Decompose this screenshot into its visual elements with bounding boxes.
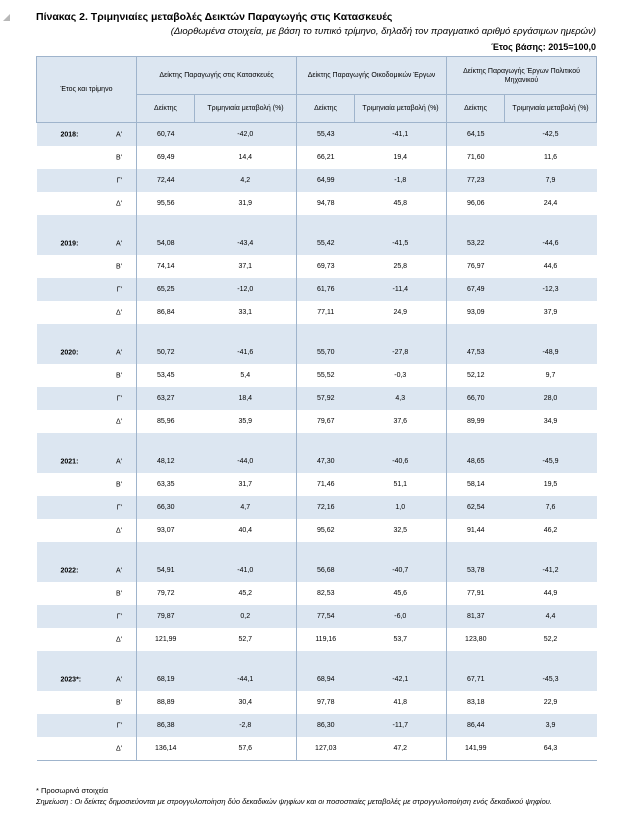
year-block [37, 559, 597, 668]
table-row [37, 341, 597, 364]
change-value: 22,9 [505, 691, 597, 714]
change-value: 9,7 [505, 364, 597, 387]
index-value: 66,70 [447, 387, 505, 410]
table-row [37, 278, 597, 301]
change-value: 37,1 [195, 255, 297, 278]
change-value: 3,9 [505, 714, 597, 737]
quarter-label: Γ' [116, 504, 122, 511]
index-header: Δείκτης [447, 95, 505, 123]
spacer-cell [195, 651, 297, 668]
change-value: 44,6 [505, 255, 597, 278]
index-value: 53,45 [137, 364, 195, 387]
spacer-cell [297, 324, 355, 341]
index-value: 54,08 [137, 232, 195, 255]
spacer-cell [37, 542, 137, 559]
table-row [37, 192, 597, 215]
index-value: 95,56 [137, 192, 195, 215]
spacer-cell [447, 433, 505, 450]
change-value: 7,6 [505, 496, 597, 519]
index-value: 93,09 [447, 301, 505, 324]
change-value: 0,2 [195, 605, 297, 628]
change-value: 33,1 [195, 301, 297, 324]
change-value: 51,1 [355, 473, 447, 496]
change-value: 34,9 [505, 410, 597, 433]
spacer-cell [505, 433, 597, 450]
year-label: 2022: [60, 567, 79, 574]
provisional-footnote: * Προσωρινά στοιχεία [36, 786, 109, 795]
change-value: 37,9 [505, 301, 597, 324]
index-value: 121,99 [137, 628, 195, 651]
period-cell [37, 737, 137, 761]
spacer-cell [137, 215, 195, 232]
change-value: -12,3 [505, 278, 597, 301]
index-value: 55,70 [297, 341, 355, 364]
spacer-cell [37, 433, 137, 450]
change-value: 37,6 [355, 410, 447, 433]
index-value: 63,35 [137, 473, 195, 496]
index-header: Δείκτης [297, 95, 355, 123]
index-value: 96,06 [447, 192, 505, 215]
table-row [37, 146, 597, 169]
index-value: 64,15 [447, 123, 505, 147]
change-value: 4,4 [505, 605, 597, 628]
change-value: -11,7 [355, 714, 447, 737]
change-value: 45,8 [355, 192, 447, 215]
period-cell [37, 714, 137, 737]
spacer-cell [355, 542, 447, 559]
change-value: -44,0 [195, 450, 297, 473]
index-value: 93,07 [137, 519, 195, 542]
change-value: -27,8 [355, 341, 447, 364]
index-value: 64,99 [297, 169, 355, 192]
change-value: -45,9 [505, 450, 597, 473]
change-value: -41,0 [195, 559, 297, 582]
year-label: 2020: [60, 349, 79, 356]
change-value: -41,5 [355, 232, 447, 255]
change-value: 53,7 [355, 628, 447, 651]
table-row [37, 691, 597, 714]
change-value: 31,9 [195, 192, 297, 215]
spacer-row [37, 215, 597, 232]
change-value: -44,6 [505, 232, 597, 255]
year-label: 2023*: [60, 676, 82, 683]
year-block [37, 232, 597, 341]
period-cell [37, 496, 137, 519]
period-cell [37, 387, 137, 410]
index-value: 89,99 [447, 410, 505, 433]
table-row [37, 123, 597, 147]
change-value: 64,3 [505, 737, 597, 761]
change-value: 18,4 [195, 387, 297, 410]
index-value: 77,23 [447, 169, 505, 192]
index-value: 94,78 [297, 192, 355, 215]
table-row [37, 232, 597, 255]
quarter-label: Β' [115, 590, 122, 597]
index-value: 55,43 [297, 123, 355, 147]
table-row [37, 628, 597, 651]
spacer-cell [505, 324, 597, 341]
change-value: 5,4 [195, 364, 297, 387]
spacer-cell [137, 651, 195, 668]
year-block [37, 668, 597, 761]
index-value: 67,49 [447, 278, 505, 301]
change-value: 28,0 [505, 387, 597, 410]
change-value: -40,7 [355, 559, 447, 582]
index-value: 86,44 [447, 714, 505, 737]
index-value: 54,91 [137, 559, 195, 582]
index-value: 77,91 [447, 582, 505, 605]
table-row [37, 582, 597, 605]
spacer-cell [355, 215, 447, 232]
change-value: 47,2 [355, 737, 447, 761]
change-value: 52,7 [195, 628, 297, 651]
change-value: 31,7 [195, 473, 297, 496]
period-cell [37, 450, 137, 473]
index-value: 72,44 [137, 169, 195, 192]
quarter-label: Α' [115, 567, 122, 574]
change-value: 57,6 [195, 737, 297, 761]
change-value: 24,9 [355, 301, 447, 324]
quarter-label: Δ' [115, 418, 122, 425]
change-value: -1,8 [355, 169, 447, 192]
index-value: 68,19 [137, 668, 195, 691]
change-value: -42,1 [355, 668, 447, 691]
index-value: 47,30 [297, 450, 355, 473]
index-value: 53,22 [447, 232, 505, 255]
index-value: 61,76 [297, 278, 355, 301]
spacer-cell [137, 324, 195, 341]
spacer-cell [447, 324, 505, 341]
index-value: 48,65 [447, 450, 505, 473]
spacer-cell [355, 433, 447, 450]
period-cell [37, 232, 137, 255]
period-cell [37, 341, 137, 364]
period-cell [37, 255, 137, 278]
change-value: 1,0 [355, 496, 447, 519]
base-year: Έτος βάσης: 2015=100,0 [491, 42, 596, 52]
index-value: 77,54 [297, 605, 355, 628]
index-value: 50,72 [137, 341, 195, 364]
change-value: 40,4 [195, 519, 297, 542]
quarter-label: Δ' [115, 309, 122, 316]
quarter-label: Α' [115, 349, 122, 356]
change-value: 44,9 [505, 582, 597, 605]
year-label: 2018: [60, 131, 79, 138]
index-value: 57,92 [297, 387, 355, 410]
quarter-label: Γ' [116, 395, 122, 402]
index-value: 72,16 [297, 496, 355, 519]
index-value: 66,30 [137, 496, 195, 519]
index-value: 65,25 [137, 278, 195, 301]
change-value: 25,8 [355, 255, 447, 278]
change-value: 52,2 [505, 628, 597, 651]
period-cell [37, 473, 137, 496]
change-value: -42,0 [195, 123, 297, 147]
quarter-label: Δ' [115, 527, 122, 534]
index-value: 71,46 [297, 473, 355, 496]
spacer-cell [355, 651, 447, 668]
index-value: 123,80 [447, 628, 505, 651]
index-value: 127,03 [297, 737, 355, 761]
period-cell [37, 169, 137, 192]
change-value: 24,4 [505, 192, 597, 215]
index-value: 79,72 [137, 582, 195, 605]
quarter-label: Α' [115, 131, 122, 138]
period-cell [37, 559, 137, 582]
period-cell [37, 301, 137, 324]
period-cell [37, 582, 137, 605]
table-row [37, 714, 597, 737]
index-value: 66,21 [297, 146, 355, 169]
change-value: 30,4 [195, 691, 297, 714]
index-value: 77,11 [297, 301, 355, 324]
change-value: 19,5 [505, 473, 597, 496]
period-header: Έτος και τρίμηνο [37, 57, 137, 123]
year-block [37, 450, 597, 559]
quarter-label: Δ' [115, 200, 122, 207]
spacer-cell [137, 542, 195, 559]
spacer-cell [447, 542, 505, 559]
change-value: 4,7 [195, 496, 297, 519]
quarter-label: Δ' [115, 745, 122, 752]
change-value: 35,9 [195, 410, 297, 433]
index-value: 71,60 [447, 146, 505, 169]
table-row [37, 559, 597, 582]
index-value: 141,99 [447, 737, 505, 761]
change-value: -43,4 [195, 232, 297, 255]
quarter-label: Γ' [116, 177, 122, 184]
index-value: 79,87 [137, 605, 195, 628]
quarter-label: Β' [115, 154, 122, 161]
index-value: 97,78 [297, 691, 355, 714]
change-value: -44,1 [195, 668, 297, 691]
spacer-cell [37, 215, 137, 232]
table-row [37, 410, 597, 433]
spacer-cell [505, 651, 597, 668]
change-value: -40,6 [355, 450, 447, 473]
index-value: 136,14 [137, 737, 195, 761]
rounding-note: Σημείωση : Οι δείκτες δημοσιεύονται με στρογγυλοποίηση δύο δεκαδικών ψηφίων και οι ποσοστιαίες μεταβολές με στρογγυλοποίηση ενός δεκαδικού ψηφίου. [36, 797, 552, 806]
spacer-cell [195, 433, 297, 450]
change-value: -0,3 [355, 364, 447, 387]
quarter-label: Γ' [116, 286, 122, 293]
spacer-cell [195, 215, 297, 232]
change-value: -6,0 [355, 605, 447, 628]
change-value: -45,3 [505, 668, 597, 691]
spacer-cell [297, 433, 355, 450]
index-value: 69,49 [137, 146, 195, 169]
spacer-cell [447, 215, 505, 232]
spacer-cell [355, 324, 447, 341]
index-value: 79,67 [297, 410, 355, 433]
change-value: -11,4 [355, 278, 447, 301]
spacer-cell [37, 651, 137, 668]
period-cell [37, 668, 137, 691]
index-value: 95,62 [297, 519, 355, 542]
table-row [37, 387, 597, 410]
table-row [37, 496, 597, 519]
change-value: 4,3 [355, 387, 447, 410]
change-value: -48,9 [505, 341, 597, 364]
index-value: 55,52 [297, 364, 355, 387]
change-value: 19,4 [355, 146, 447, 169]
spacer-cell [137, 433, 195, 450]
quarter-label: Α' [115, 676, 122, 683]
quarter-label: Α' [115, 240, 122, 247]
change-value: 41,8 [355, 691, 447, 714]
group-header-construction: Δείκτης Παραγωγής στις Κατασκευές [137, 57, 297, 95]
index-value: 69,73 [297, 255, 355, 278]
table-row [37, 450, 597, 473]
period-cell [37, 519, 137, 542]
group-header-buildings: Δείκτης Παραγωγής Οικοδομικών Έργων [297, 57, 447, 95]
spacer-cell [195, 542, 297, 559]
table-row [37, 169, 597, 192]
spacer-row [37, 324, 597, 341]
index-header: Δείκτης [137, 95, 195, 123]
spacer-cell [505, 215, 597, 232]
index-value: 52,12 [447, 364, 505, 387]
change-header: Τριμηνιαία μεταβολή (%) [505, 95, 597, 123]
index-value: 63,27 [137, 387, 195, 410]
table-row [37, 301, 597, 324]
change-value: -12,0 [195, 278, 297, 301]
index-value: 68,94 [297, 668, 355, 691]
period-cell [37, 146, 137, 169]
spacer-cell [297, 215, 355, 232]
spacer-row [37, 542, 597, 559]
table-row [37, 605, 597, 628]
period-cell [37, 605, 137, 628]
quarter-label: Γ' [116, 722, 122, 729]
index-value: 81,37 [447, 605, 505, 628]
period-cell [37, 192, 137, 215]
spacer-cell [195, 324, 297, 341]
index-value: 119,16 [297, 628, 355, 651]
year-block [37, 123, 597, 233]
index-value: 74,14 [137, 255, 195, 278]
index-value: 86,30 [297, 714, 355, 737]
quarter-label: Δ' [115, 636, 122, 643]
index-value: 55,42 [297, 232, 355, 255]
group-header-civil-engineering: Δείκτης Παραγωγής Έργων Πολιτικού Μηχανικού [447, 57, 597, 95]
spacer-cell [447, 651, 505, 668]
period-cell [37, 364, 137, 387]
quarter-label: Β' [115, 481, 122, 488]
change-value: 14,4 [195, 146, 297, 169]
spacer-cell [505, 542, 597, 559]
year-label: 2019: [60, 240, 79, 247]
index-value: 86,84 [137, 301, 195, 324]
change-value: -41,1 [355, 123, 447, 147]
change-value: -41,2 [505, 559, 597, 582]
table-row [37, 255, 597, 278]
change-header: Τριμηνιαία μεταβολή (%) [195, 95, 297, 123]
quarter-label: Β' [115, 263, 122, 270]
spacer-row [37, 651, 597, 668]
change-value: 45,6 [355, 582, 447, 605]
period-cell [37, 628, 137, 651]
quarter-label: Β' [115, 372, 122, 379]
change-value: 11,6 [505, 146, 597, 169]
spacer-cell [297, 542, 355, 559]
change-value: -41,6 [195, 341, 297, 364]
index-value: 83,18 [447, 691, 505, 714]
corner-marker [3, 14, 10, 21]
change-value: -42,5 [505, 123, 597, 147]
spacer-cell [37, 324, 137, 341]
index-value: 62,54 [447, 496, 505, 519]
index-value: 86,38 [137, 714, 195, 737]
year-label: 2021: [60, 458, 79, 465]
index-value: 85,96 [137, 410, 195, 433]
change-value: 4,2 [195, 169, 297, 192]
table-row [37, 668, 597, 691]
index-value: 91,44 [447, 519, 505, 542]
index-value: 58,14 [447, 473, 505, 496]
change-value: 45,2 [195, 582, 297, 605]
table-row [37, 519, 597, 542]
spacer-row [37, 433, 597, 450]
index-value: 56,68 [297, 559, 355, 582]
change-value: -2,8 [195, 714, 297, 737]
index-value: 47,53 [447, 341, 505, 364]
production-index-table [36, 56, 597, 761]
year-block [37, 341, 597, 450]
table-subtitle: (Διορθωμένα στοιχεία, με βάση το τυπικό τρίμηνο, δηλαδή τον πραγματικό αριθμό εργάσιμων ημερών) [170, 26, 596, 37]
index-value: 88,89 [137, 691, 195, 714]
change-value: 7,9 [505, 169, 597, 192]
index-value: 60,74 [137, 123, 195, 147]
index-value: 82,53 [297, 582, 355, 605]
table-title: Πίνακας 2. Τριμηνιαίες μεταβολές Δεικτών Παραγωγής στις Κατασκευές [36, 11, 393, 23]
quarter-label: Β' [115, 699, 122, 706]
index-value: 67,71 [447, 668, 505, 691]
index-value: 53,78 [447, 559, 505, 582]
period-cell [37, 410, 137, 433]
change-value: 46,2 [505, 519, 597, 542]
table-row [37, 364, 597, 387]
quarter-label: Α' [115, 458, 122, 465]
table-row [37, 737, 597, 761]
index-value: 76,97 [447, 255, 505, 278]
quarter-label: Γ' [116, 613, 122, 620]
change-header: Τριμηνιαία μεταβολή (%) [355, 95, 447, 123]
period-cell [37, 691, 137, 714]
spacer-cell [297, 651, 355, 668]
table-row [37, 473, 597, 496]
period-cell [37, 123, 137, 147]
period-cell [37, 278, 137, 301]
index-value: 48,12 [137, 450, 195, 473]
change-value: 32,5 [355, 519, 447, 542]
